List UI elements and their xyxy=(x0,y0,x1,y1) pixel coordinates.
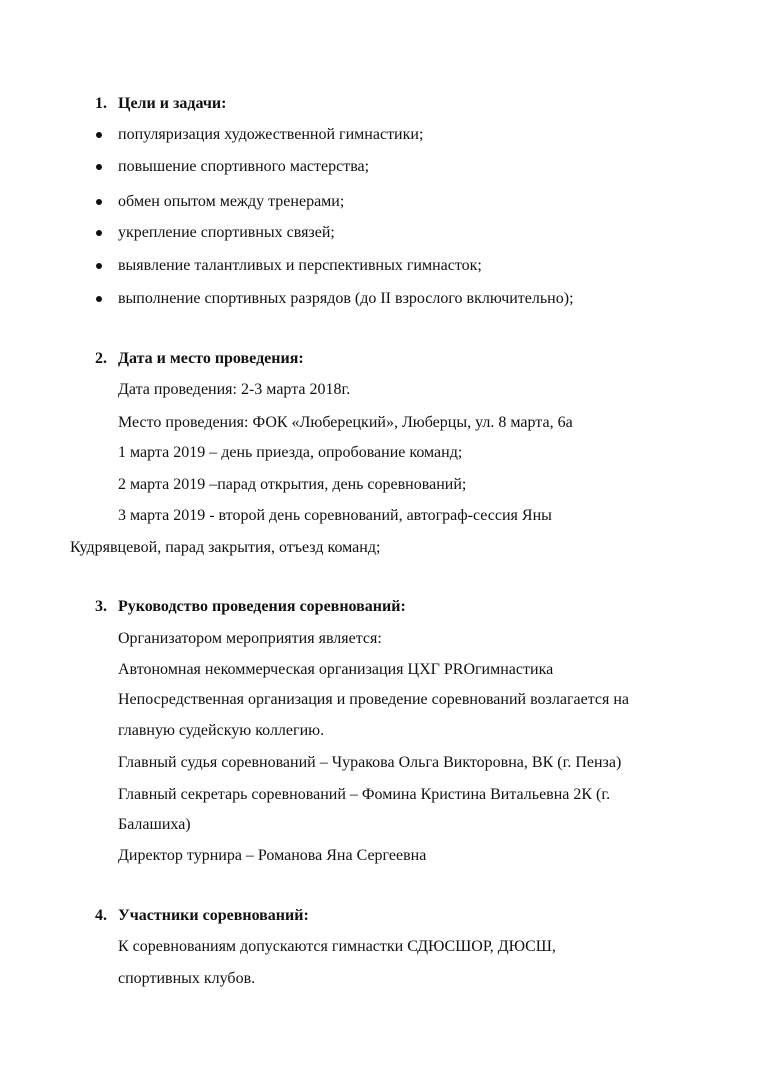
paragraph-line: Кудрявцевой, парад закрытия, отъезд команд; xyxy=(70,539,381,556)
paragraph-line: Главный судья соревнований – Чуракова Ольга Викторовна, ВК (г. Пенза) xyxy=(118,754,622,771)
paragraph-line: Непосредственная организация и проведение соревнований возлагается на xyxy=(118,691,630,708)
paragraph-line: Главный секретарь соревнований – Фомина Кристина Витальевна 2К (г. xyxy=(118,786,611,803)
paragraph-line: К соревнованиям допускаются гимнастки СДЮСШОР, ДЮСШ, xyxy=(118,938,556,955)
paragraph-line: Место проведения: ФОК «Люберецкий», Люберцы, ул. 8 марта, 6а xyxy=(118,414,573,431)
section-title: Цели и задачи: xyxy=(118,95,227,112)
bullet-icon xyxy=(96,132,102,138)
paragraph-line: главную судейскую коллегию. xyxy=(118,722,325,739)
bullet-icon xyxy=(96,164,102,170)
section-number: 1. xyxy=(95,95,107,112)
bullet-icon xyxy=(96,230,102,236)
paragraph-line: спортивных клубов. xyxy=(118,970,256,987)
list-item: повышение спортивного мастерства; xyxy=(118,158,370,175)
section-number: 4. xyxy=(95,907,107,924)
list-item: обмен опытом между тренерами; xyxy=(118,193,345,210)
section-number: 3. xyxy=(95,598,107,615)
paragraph-line: Организатором мероприятия является: xyxy=(118,630,382,647)
section-number: 2. xyxy=(95,350,107,367)
paragraph-line: 3 марта 2019 - второй день соревнований, автограф-сессия Яны xyxy=(118,507,552,524)
paragraph-line: Дата проведения: 2-3 марта 2018г. xyxy=(118,381,351,398)
paragraph-line: Автономная некоммерческая организация ЦХГ PROгимнастика xyxy=(118,661,554,678)
list-item: выполнение спортивных разрядов (до II взрослого включительно); xyxy=(118,290,574,307)
bullet-icon xyxy=(96,296,102,302)
list-item: популяризация художественной гимнастики; xyxy=(118,126,424,143)
section-title: Участники соревнований: xyxy=(118,907,309,924)
paragraph-line: Директор турнира – Романова Яна Сергеевна xyxy=(118,847,427,864)
paragraph-line: 1 марта 2019 – день приезда, опробование команд; xyxy=(118,444,463,461)
list-item: выявление талантливых и перспективных гимнасток; xyxy=(118,257,482,274)
bullet-icon xyxy=(96,199,102,205)
paragraph-line: Балашиха) xyxy=(118,816,191,833)
bullet-icon xyxy=(96,263,102,269)
list-item: укрепление спортивных связей; xyxy=(118,224,335,241)
section-title: Руководство проведения соревнований: xyxy=(118,598,406,615)
paragraph-line: 2 марта 2019 –парад открытия, день соревнований; xyxy=(118,476,467,493)
section-title: Дата и место проведения: xyxy=(118,350,304,367)
